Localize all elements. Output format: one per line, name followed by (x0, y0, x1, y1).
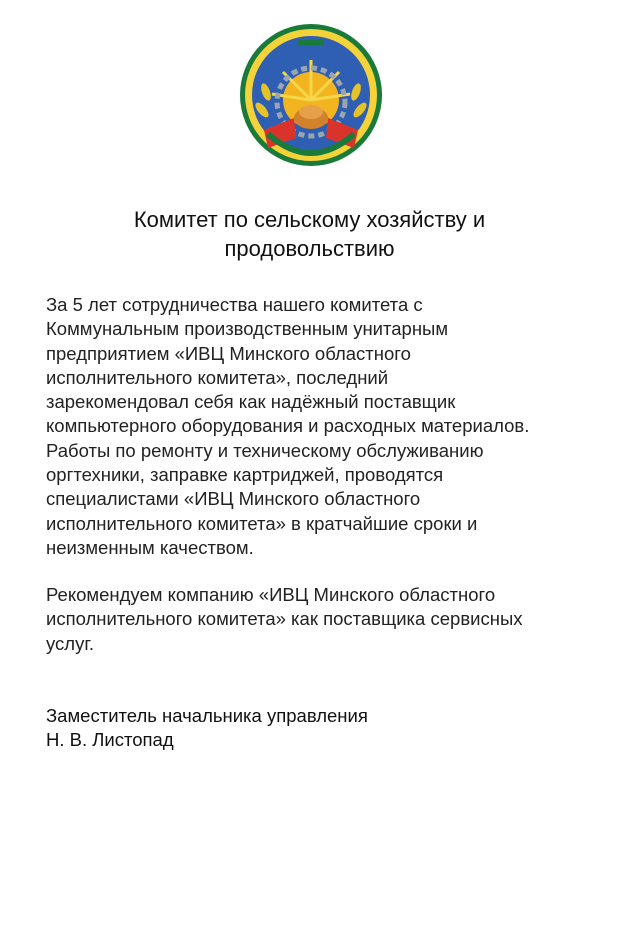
paragraph-1-line: исполнительного комитета» в кратчайшие сроки и (46, 512, 478, 534)
paragraph-1-line: зарекомендовал себя как надёжный поставщик (46, 391, 456, 413)
emblem-icon (238, 22, 384, 168)
paragraph-1 (46, 293, 606, 560)
paragraph-1-line: За 5 лет сотрудничества нашего комитета с (46, 294, 423, 315)
paragraph-2-line: исполнительного комитета» как поставщика сервисных (46, 608, 523, 630)
paragraph-2-line: Рекомендуем компанию «ИВЦ Минского областного (46, 584, 496, 605)
paragraph-1-line: предприятием «ИВЦ Минского областного (46, 342, 411, 364)
document-title-line1: Комитет по сельскому хозяйству и (133, 207, 486, 232)
paragraph-1-line: оргтехники, заправке картриджей, проводятся (46, 464, 444, 486)
paragraph-1-line: исполнительного комитета», последний (46, 366, 389, 388)
paragraph-1-line: Коммунальным производственным унитарным (46, 318, 449, 340)
signature-block (46, 704, 586, 753)
paragraph-1-line: неизменным качеством. (46, 536, 254, 558)
document-title (40, 205, 579, 263)
signature-name: Н. В. Листопад (46, 729, 174, 751)
paragraph-2-line: услуг. (46, 632, 94, 654)
emblem-logo (238, 22, 384, 168)
paragraph-1-line: компьютерного оборудования и расходных материалов. (46, 415, 530, 437)
paragraph-1-line: Работы по ремонту и техническому обслуживанию (46, 439, 484, 461)
paragraph-1-line: специалистами «ИВЦ Минского областного (46, 488, 421, 510)
signature-position: Заместитель начальника управления (46, 705, 368, 726)
paragraph-2 (46, 583, 606, 656)
document-title-line2: продовольствию (224, 236, 395, 261)
